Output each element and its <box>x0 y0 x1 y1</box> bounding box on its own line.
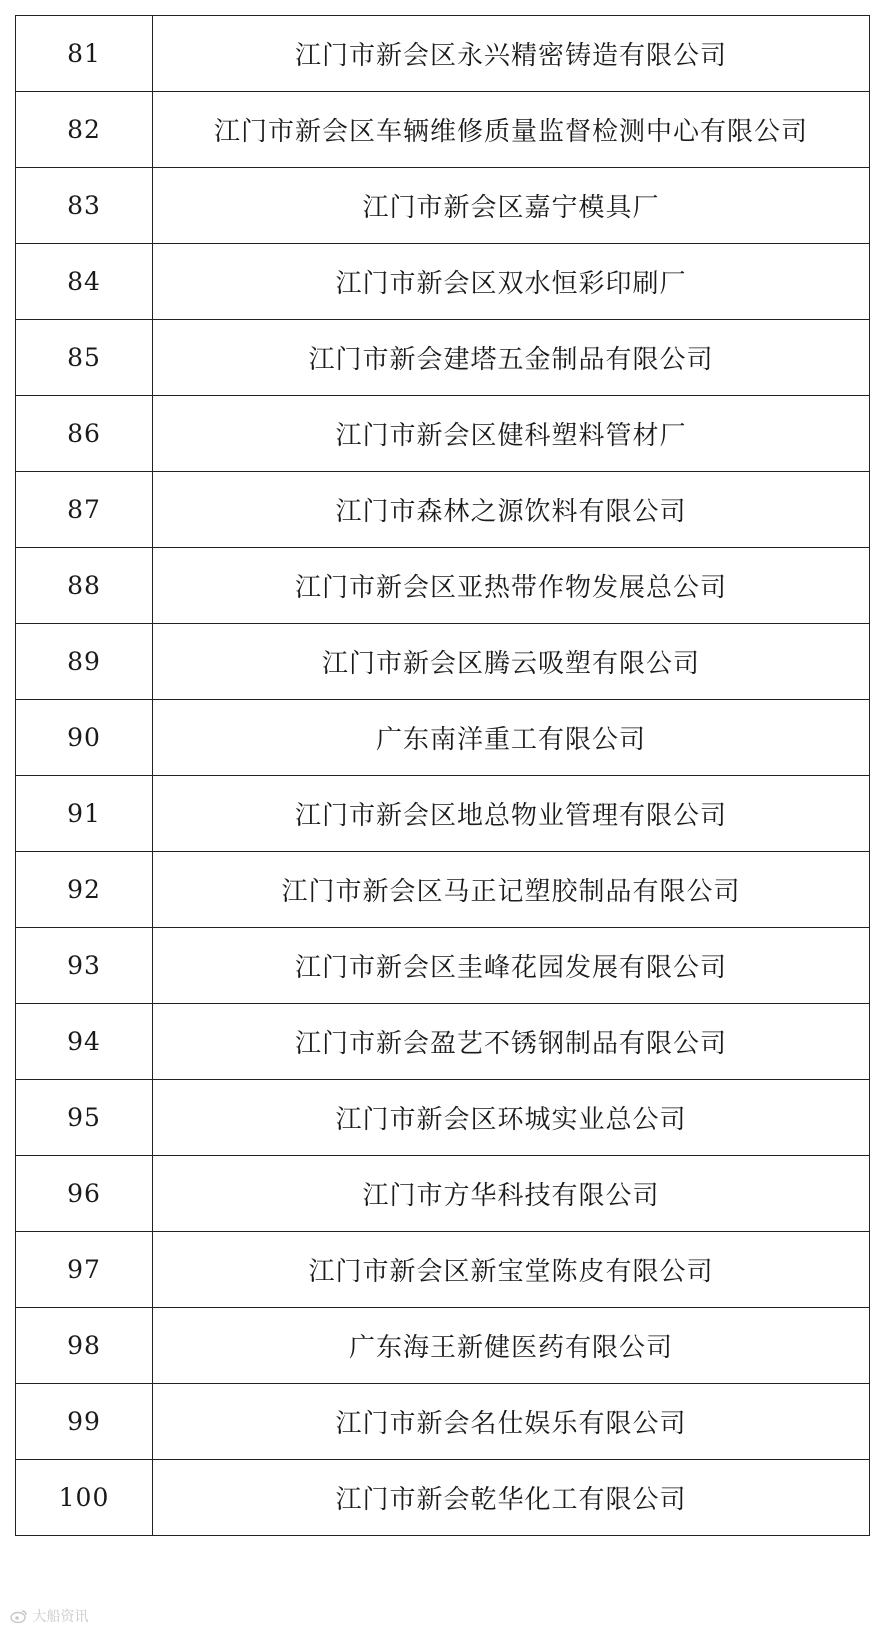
row-number: 92 <box>16 852 153 928</box>
row-number: 95 <box>16 1080 153 1156</box>
row-number: 97 <box>16 1232 153 1308</box>
watermark <box>10 1606 88 1626</box>
company-name: 江门市森林之源饮料有限公司 <box>153 472 870 548</box>
company-name: 江门市新会区地总物业管理有限公司 <box>153 776 870 852</box>
row-number: 90 <box>16 700 153 776</box>
row-number: 87 <box>16 472 153 548</box>
company-name: 江门市新会区圭峰花园发展有限公司 <box>153 928 870 1004</box>
company-name: 江门市新会区健科塑料管材厂 <box>153 396 870 472</box>
company-list-table <box>15 15 870 1536</box>
table-row <box>16 1156 870 1232</box>
table-row <box>16 92 870 168</box>
company-name: 江门市新会区环城实业总公司 <box>153 1080 870 1156</box>
table-row <box>16 1080 870 1156</box>
row-number: 91 <box>16 776 153 852</box>
company-name: 江门市新会区双水恒彩印刷厂 <box>153 244 870 320</box>
table-row <box>16 168 870 244</box>
company-name: 江门市新会区嘉宁模具厂 <box>153 168 870 244</box>
row-number: 98 <box>16 1308 153 1384</box>
row-number: 86 <box>16 396 153 472</box>
company-list-body <box>16 16 870 1536</box>
table-row <box>16 1232 870 1308</box>
table-row <box>16 1004 870 1080</box>
company-name: 广东海王新健医药有限公司 <box>153 1308 870 1384</box>
company-name: 广东南洋重工有限公司 <box>153 700 870 776</box>
table-row <box>16 16 870 92</box>
table-row <box>16 1384 870 1460</box>
row-number: 89 <box>16 624 153 700</box>
watermark-text: 大船资讯 <box>32 1609 89 1625</box>
table-row <box>16 852 870 928</box>
row-number: 84 <box>16 244 153 320</box>
table-row <box>16 928 870 1004</box>
company-name: 江门市新会区腾云吸塑有限公司 <box>153 624 870 700</box>
row-number: 82 <box>16 92 153 168</box>
company-name: 江门市新会区马正记塑胶制品有限公司 <box>153 852 870 928</box>
row-number: 100 <box>16 1460 153 1536</box>
table-row <box>16 776 870 852</box>
table-row <box>16 548 870 624</box>
row-number: 83 <box>16 168 153 244</box>
company-name: 江门市新会区车辆维修质量监督检测中心有限公司 <box>153 92 870 168</box>
company-name: 江门市新会乾华化工有限公司 <box>153 1460 870 1536</box>
company-name: 江门市新会名仕娱乐有限公司 <box>153 1384 870 1460</box>
company-name: 江门市新会建塔五金制品有限公司 <box>153 320 870 396</box>
table-row <box>16 700 870 776</box>
table-row <box>16 624 870 700</box>
company-list-table-container <box>15 15 870 1536</box>
table-row <box>16 320 870 396</box>
row-number: 85 <box>16 320 153 396</box>
table-row <box>16 396 870 472</box>
company-name: 江门市新会区新宝堂陈皮有限公司 <box>153 1232 870 1308</box>
row-number: 99 <box>16 1384 153 1460</box>
table-row <box>16 244 870 320</box>
table-row <box>16 1308 870 1384</box>
row-number: 96 <box>16 1156 153 1232</box>
weibo-logo-icon <box>10 1609 32 1625</box>
company-name: 江门市新会区永兴精密铸造有限公司 <box>153 16 870 92</box>
table-row <box>16 472 870 548</box>
row-number: 93 <box>16 928 153 1004</box>
row-number: 94 <box>16 1004 153 1080</box>
row-number: 88 <box>16 548 153 624</box>
table-row <box>16 1460 870 1536</box>
company-name: 江门市新会区亚热带作物发展总公司 <box>153 548 870 624</box>
company-name: 江门市新会盈艺不锈钢制品有限公司 <box>153 1004 870 1080</box>
row-number: 81 <box>16 16 153 92</box>
company-name: 江门市方华科技有限公司 <box>153 1156 870 1232</box>
